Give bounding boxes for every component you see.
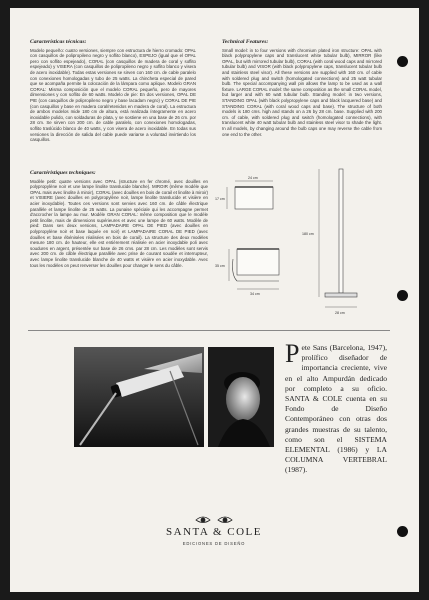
bio-dropcap: P [285,339,300,368]
dim-height-large: 35 cm [215,264,225,268]
bio-text: ete Sans (Barcelona, 1947), prolífico diseñador de importancia creciente, vive en el alto Ampurdán dedicado por completo a su oficio. SANTA & COLE cuenta en su Fondo de Diseño Contemporáneo con otras dos grandes muestras de su talento, como son el SISTEMA ELEMENTAL (1986) y LA COLUMNA VERTEBRAL (1987). [285,343,387,475]
french-specs [30,171,208,268]
dim-height-standing: 180 cm [302,232,314,236]
binder-hole-middle [397,290,408,301]
binder-hole-bottom [397,526,408,537]
english-body: Small model: in to four versions with chromium plated iron structure: OPAL with black polypropylene caps and translucent white tubular bulb), MIRROR (like OPAL, but with mirrored tubular bulb), CORAL (with coral wood caps and mirrored tubular bulb) and VISOR (with black polypropylene caps, translucent tubular bulb and stainless steel visor). All these versions are supplied with 160 cm. of cable with soldered plug and switch (homologated connections) and 25 watt tubular bulb. The special accompanying wall pin allows the lamp to be used as a wall fixture. LARGE CORAL model: the same composition as the small CORAL model, but larger and with 60 watt tubular bulb. Standing model: in two versions, STANDING OPAL (with black polypropylene caps and black lacquered base) and STANDING CORAL (with coral wood caps and base). The structure of both models is 180 cms. high and stands on a 26 by 28 cm. base. Supplied with 200 cm. of cable, with soldered plug and switch (homologated connections), with translucent white 40 watt tubular bulb and stainless steel visor to shade the light. In all models, by changing around the bulb caps one may reverse the cable from one end to the other. [222,47,382,137]
catalog-page [10,8,419,592]
binder-hole-top [397,56,408,67]
french-body: Modèle petit: quatre versions avec OPAL (structure en fer chromé, avec douilles en polypropylène noir et une lampe linolite translucide blanche). MIROIR (même modèle que OPAL mais avec linolite à miroir), CORAL (avec douilles en bois de corail et linolite à miroir) et VISIERE (avec douilles en polypropylène noir, lampe linolite translucide et visière en acier inoxydable). Toutes ces versions sont servies avec 160 cm. de câble électrique parallèle et lampe linolite de 25 watts. La punaise spéciale qui les accompagne permet d'accrocher la lampe au mur. Modèle GRAN CORAL: même composition que le modèle petit linolite, mais de dimensions supérieures et avec une lampe de 60 watts. Modèle de pied: Dans ses deux versions, LAMPADAIRE OPAL DE PIED (avec douilles en polypropylène noir et base laquée en noir) et LAMPADAIRE CORAL DE PIED (avec douilles et base ébénisées réalisées en bois de corail). La structure des deux modèles mesure 180 cm. de hauteur, elle est entièrement réalisée en acier inoxydable poli avec soudures en argent, présentée sur base de 26 cms. par 28 cm. Les modèles sont servis avec 200 cm. de câble électrique parallèle avec prise de courant soudée et interrupteur, avec lampe linolite translucide blanche de 40 watts et visière en acier inoxydable. Avec tous les modèles on peut renverser les douilles pour changer le sens du câble. [30,178,208,268]
santa-cole-eyes-logo [194,513,234,527]
brand-subtitle: EDICIONES DE DISEÑO [182,541,246,546]
designer-bio [285,339,387,476]
dim-width-large: 34 cm [250,292,260,296]
portrait-illustration [208,347,274,447]
section-divider [28,330,390,331]
lamp-illustration [74,347,204,447]
dim-height-small: 17 cm [215,197,225,201]
dim-width-top: 24 cm [248,176,258,180]
designer-portrait [208,347,274,447]
spanish-heading: Características técnicas: [30,39,87,45]
french-heading: Caractéristiques techniques: [30,170,96,176]
lamp-photo [74,347,204,447]
english-specs [222,40,382,137]
brand-name: SANTA & COLE [166,526,262,538]
spanish-body: Modelo pequeño: cuatro versiones, siempre con estructura de hierro cromado: OPAL con casquillos de polipropileno negro y soflito blanco), ESPEJO (igual que el OPAL pero con soflito espejeado), CORAL (con casquillos de madera de coral y soflito espejeado) y VISERA (con casquillos de polipropileno negro y soflito blanco y visera de acero inoxidable). Todas estas versiones se sirven con 160 cm. de cable paralelo con conexiones homologadas y tubo de 25 watts. La chincheta especial de pared que se acompaña permite la colocación de la lámpara como aplique. Modelo GRAN CORAL: Misma composición que el modelo CORAL pequeño, pero de mayores dimensiones y con soflito de 60 watts. Modelo de pie: En dos versiones, OPAL DE PIE (con casquillos de polipropileno negro y base lacadam negro) y CORAL DE PIE (con casquillos y base en madera coral/retenidos en madera de coral). La estructura de ambos modelos mide 180 cm de altura, está realizada íntegramente en acero inoxidable pulido, con soldaduras de plata, y se sostiene en una base de 26 cm. por 28 cm. Se sirven con 200 cm. de cable paralelo, con conexiones homologadas, soflito traslúcido blanco de 40 watts, y con visera de acero inoxidable. En todas sus versiones la dirección de salida del cable puede variarse a voluntad invirtiendo los casquillos. [30,47,196,143]
technical-drawings [215,163,375,318]
english-heading: Technical Features: [222,39,269,45]
dim-base-width: 28 cm [335,311,345,315]
spanish-specs [30,40,196,143]
